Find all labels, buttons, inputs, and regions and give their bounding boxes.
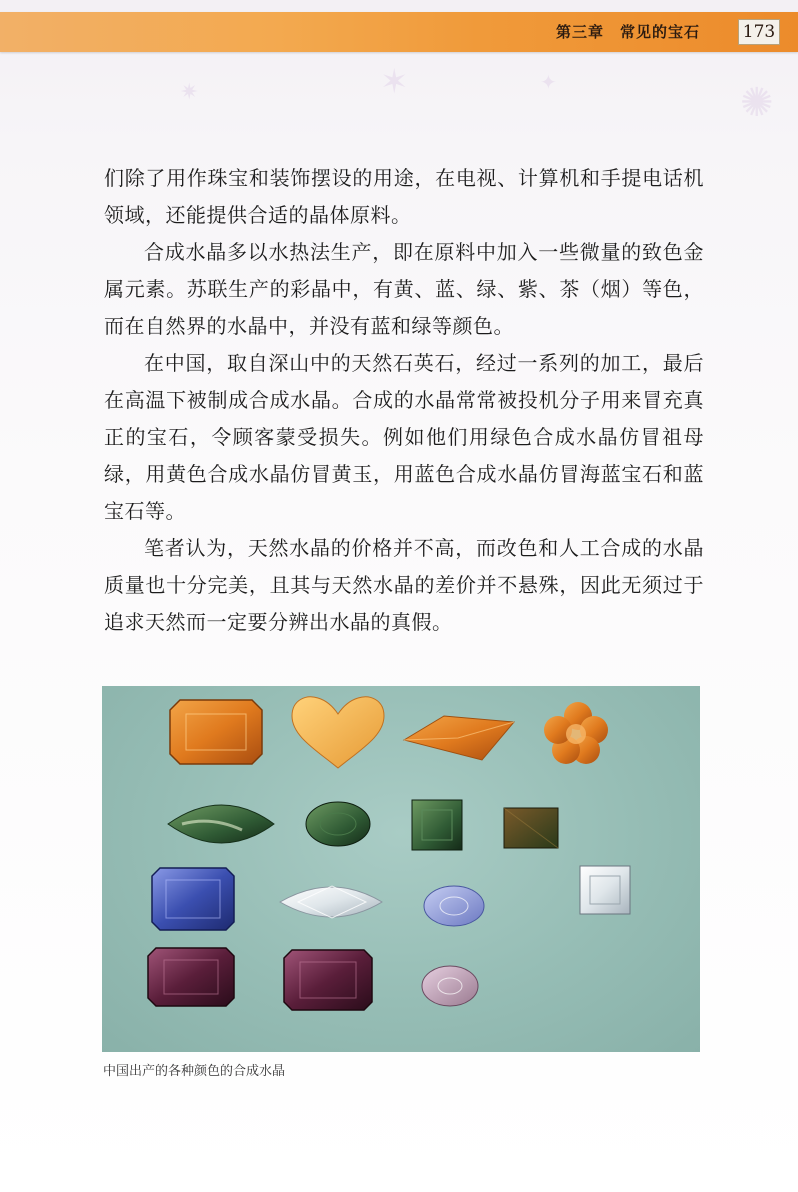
orange-flower-gem — [544, 702, 608, 764]
orange-emerald-cut-gem — [170, 700, 262, 764]
light-purple-oval-gem — [422, 966, 478, 1006]
gemstone-photo — [102, 686, 700, 1052]
sparkle-decoration-icon: ✷ — [180, 80, 199, 105]
purple-rectangle-gem — [284, 950, 372, 1010]
brown-green-square-gem — [504, 808, 558, 848]
figure-caption: 中国出产的各种颜色的合成水晶 — [103, 1064, 286, 1079]
gemstone-illustration — [102, 686, 700, 1052]
sparkle-decoration-icon: ✦ — [540, 70, 557, 94]
paragraph: 们除了用作珠宝和装饰摆设的用途，在电视、计算机和手提电话机领域，还能提供合适的晶体原料。 — [104, 166, 704, 227]
paragraph: 合成水晶多以水热法生产，即在原料中加入一些微量的致色金属元素。苏联生产的彩晶中，有黄、蓝、绿、紫、茶（烟）等色，而在自然界的水晶中，并没有蓝和绿等颜色。 — [104, 240, 704, 338]
paragraph: 笔者认为，天然水晶的价格并不高，而改色和人工合成的水晶质量也十分完美，且其与天然水晶的差价并不悬殊，因此无须过于追求天然而一定要分辨出水晶的真假。 — [104, 536, 704, 634]
page-header — [0, 12, 798, 52]
green-square-gem — [412, 800, 462, 850]
paragraph: 在中国，取自深山中的天然石英石，经过一系列的加工，最后在高温下被制成合成水晶。合成的水晶常常被投机分子用来冒充真正的宝石，令顾客蒙受损失。例如他们用绿色合成水晶仿冒祖母绿，用黄色合成水晶仿冒黄玉，用蓝色合成水晶仿冒海蓝宝石和蓝宝石等。 — [104, 351, 704, 523]
green-oval-gem — [306, 802, 370, 846]
clear-square-gem — [580, 866, 630, 914]
sparkle-decoration-icon: ✶ — [380, 62, 409, 102]
sparkle-decoration-icon: ✺ — [740, 80, 774, 126]
body-text — [104, 160, 704, 641]
green-marquise-gem — [168, 805, 274, 843]
light-blue-oval-gem — [424, 886, 484, 926]
page-number: 173 — [738, 19, 780, 45]
orange-kite-gem — [404, 716, 514, 760]
purple-emerald-cut-gem — [148, 948, 234, 1006]
clear-marquise-gem — [280, 886, 382, 918]
orange-heart-gem — [292, 697, 384, 768]
blue-emerald-cut-gem — [152, 868, 234, 930]
chapter-title: 第三章 常见的宝石 — [555, 23, 700, 41]
